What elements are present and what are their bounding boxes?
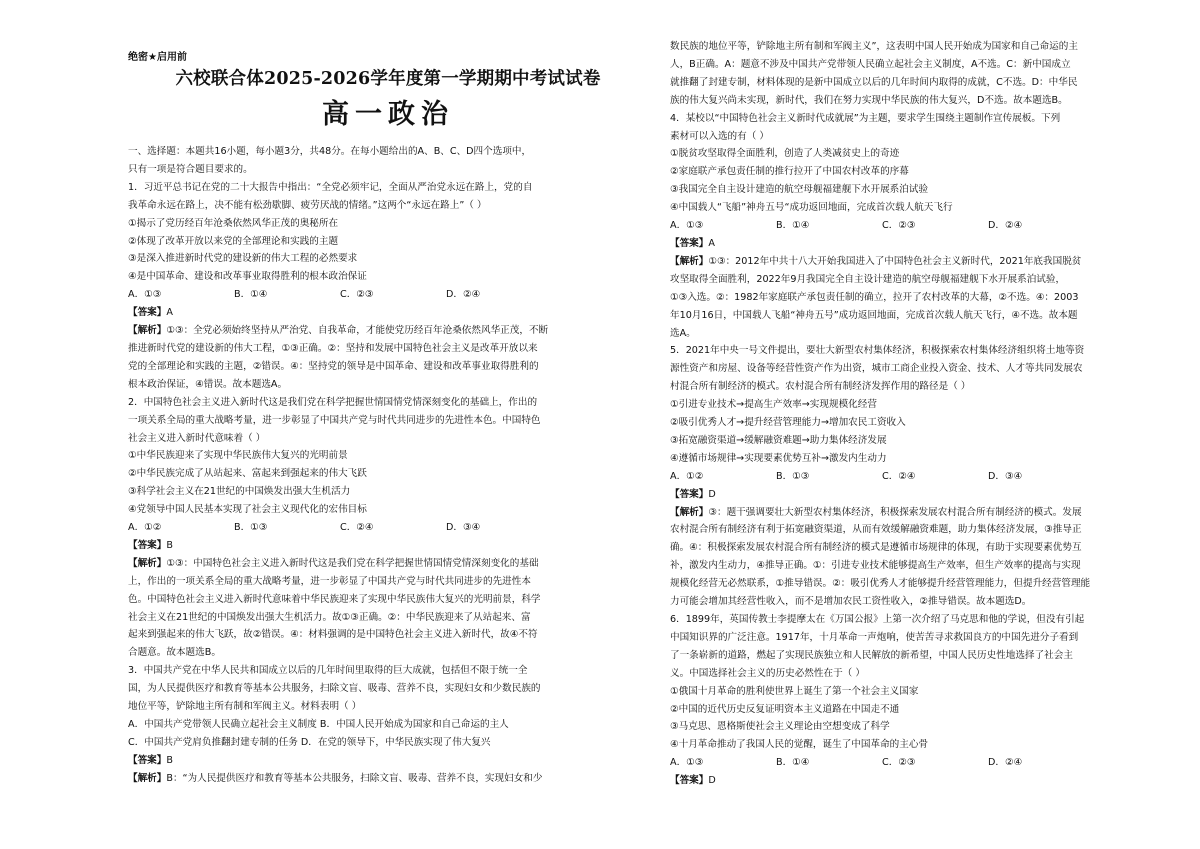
text-line: C．中国共产党肩负推翻封建专制的任务 D．在党的领导下，中华民族实现了伟大复兴 <box>128 736 491 748</box>
text-line: ②中国的近代历史反复证明资本主义道路在中国走不通 <box>670 703 900 715</box>
text-line: 补，激发内生动力，④推导正确。①：引进专业技术能够提高生产效率，但生产效率的提高与实现 <box>670 560 1081 572</box>
answer-option: D．②④ <box>988 220 1023 232</box>
text-line: 族的伟大复兴尚未实现，新时代，我们在努力实现中华民族的伟大复兴，D不选。故本题选B。 <box>670 94 1068 106</box>
secret-label: 绝密★启用前 <box>128 52 187 63</box>
answer-option: D．②④ <box>446 289 481 301</box>
subject-title: 高一政治 <box>322 99 454 130</box>
section-tag: 【答案】 <box>670 488 709 500</box>
text-line: 一项关系全局的重大战略考量，进一步彰显了中国共产党与时代共同进步的先进性本色。中国特色 <box>128 414 541 426</box>
answer-option: A．①② <box>670 470 704 482</box>
text-line: ③马克思、恩格斯使社会主义理论由空想变成了科学 <box>670 721 890 733</box>
text-line: 色。中国特色社会主义进入新时代意味着中华民族迎来了实现中华民族伟大复兴的光明前景，科学 <box>128 593 541 605</box>
text-line: ②中华民族完成了从站起来、富起来到强起来的伟大飞跃 <box>128 468 367 480</box>
answer-line: 【答案】B <box>128 754 173 766</box>
text-line: ③科学社会主义在21世纪的中国焕发出强大生机活力 <box>128 486 351 498</box>
section-tag: 【解析】 <box>670 506 709 518</box>
text-line: 起来到强起来的伟大飞跃，故②错误。④：材料强调的是中国特色社会主义进入新时代，故④不符 <box>128 629 538 641</box>
text-line: ③拓宽融资渠道→缓解融资难题→助力集体经济发展 <box>670 434 887 446</box>
analysis-line: 【解析】B：“为人民提供医疗和教育等基本公共服务，扫除文盲、吸毒、营养不良，实现妇女和少 <box>128 772 543 784</box>
answer-option: D．③④ <box>988 470 1023 482</box>
text-line: 社会主义进入新时代意味着（ ） <box>128 432 266 444</box>
right-column <box>670 38 1190 790</box>
section-tag: 【解析】 <box>128 325 167 337</box>
text-line: 村混合所有制经济的模式。农村混合所有制经济发挥作用的路径是（ ） <box>670 381 971 393</box>
text-line: 5．2021年中央一号文件提出，要壮大新型农村集体经济，积极探索农村集体经济组织将土地等资 <box>670 345 1085 357</box>
text-line: A．中国共产党带领人民确立起社会主义制度 B．中国人民开始成为国家和自己命运的主人 <box>128 719 509 730</box>
answer-line: 【答案】B <box>128 539 173 551</box>
analysis-line: 【解析】①③：中国特色社会主义进入新时代这是我们党在科学把握世情国情党情深刻变化的基础 <box>128 557 539 569</box>
answer-option: C．②③ <box>882 757 916 769</box>
text-line: ④是中国革命、建设和改革事业取得胜利的根本政治保证 <box>128 271 367 283</box>
text-line: ④中国载人“飞船”神舟五号“成功返回地面，完成首次载人航天飞行 <box>670 202 953 214</box>
answer-options <box>670 468 1190 486</box>
answer-option: A．①③ <box>128 289 162 301</box>
section-tag: 【解析】 <box>128 772 167 784</box>
text-line: 攻坚取得全面胜利，2022年9月我国完全自主设计建造的航空母舰福建舰下水开展系泊试验， <box>670 273 1066 285</box>
text-line: 规模化经营无必然联系，①推导错误。②：吸引优秀人才能够提升经营管理能力，但提升经营管理能 <box>670 578 1091 590</box>
answer-line: 【答案】D <box>670 488 716 500</box>
text-line: 3．中国共产党在中华人民共和国成立以后的几年时间里取得的巨大成就，包括但不限于统一全 <box>128 665 528 677</box>
answer-option: B．①④ <box>776 220 810 232</box>
text-line: 只有一项是符合题目要求的。 <box>128 163 253 175</box>
text-line: ①脱贫攻坚取得全面胜利，创造了人类减贫史上的奇迹 <box>670 148 900 160</box>
text-line: ①中华民族迎来了实现中华民族伟大复兴的光明前景 <box>128 450 348 462</box>
section-tag: 【解析】 <box>670 255 709 267</box>
text-line: 我革命永远在路上，决不能有松劲歇脚、疲劳厌战的情绪。”这两个“永远在路上”（ ） <box>128 199 487 211</box>
text-line: 中国知识界的广泛注意。1917年，十月革命一声炮响，使苦苦寻求救国良方的中国先进分子看到 <box>670 631 1079 643</box>
answer-option: B．①③ <box>234 522 268 534</box>
answer-option: A．①③ <box>670 757 704 769</box>
text-line: 党的全部理论和实践的主题，②错误。④：坚持党的领导是中国革命、建设和改革事业取得胜利的 <box>128 360 539 372</box>
answer-options <box>670 754 1190 772</box>
answer-option: D．③④ <box>446 522 481 534</box>
answer-option: C．②④ <box>340 522 374 534</box>
analysis-line: 【解析】①③：2012年中共十八大开始我国进入了中国特色社会主义新时代，2021年底我国脱贫 <box>670 255 1082 267</box>
text-line: 2．中国特色社会主义进入新时代这是我们党在科学把握世情国情党情深刻变化的基础上，作出的 <box>128 396 538 408</box>
answer-line: 【答案】A <box>670 237 715 249</box>
text-line: 义。中国选择社会主义的历史必然性在于（ ） <box>670 667 865 679</box>
text-line: 数民族的地位平等，铲除地主所有制和军阀主义”，这表明中国人民开始成为国家和自己命运的主 <box>670 41 1078 52</box>
text-line: 国，为人民提供医疗和教育等基本公共服务，扫除文盲、吸毒、营养不良，实现妇女和少数民族的 <box>128 683 541 695</box>
text-line: 人，B正确。A：题意不涉及中国共产党带领人民确立起社会主义制度，A不选。C：新中国成立 <box>670 58 1071 70</box>
answer-options <box>128 519 648 537</box>
left-column-text <box>128 143 648 788</box>
section-tag: 【答案】 <box>670 237 709 249</box>
text-line: ①俄国十月革命的胜利使世界上诞生了第一个社会主义国家 <box>670 685 919 697</box>
text-line: 了一条崭新的道路，燃起了实现民族独立和人民解放的新希望，中国人民历史性地选择了社会主 <box>670 649 1073 661</box>
section-tag: 【解析】 <box>128 557 167 569</box>
answer-option: B．①④ <box>234 289 268 301</box>
answer-line: 【答案】D <box>670 775 716 787</box>
text-line: 社会主义在21世纪的中国焕发出强大生机活力。故①③正确。②：中华民族迎来了从站起来、富 <box>128 611 531 623</box>
text-line: 根本政治保证，④错误。故本题选A。 <box>128 378 288 390</box>
exam-title: 六校联合体2025-2026学年度第一学期期中考试试卷 <box>175 69 601 89</box>
text-line: ①揭示了党历经百年沧桑依然风华正茂的奥秘所在 <box>128 217 339 229</box>
answer-option: B．①④ <box>776 757 810 769</box>
analysis-line: 【解析】①③：全党必须始终坚持从严治党、自我革命，才能使党历经百年沧桑依然风华正茂，不断 <box>128 325 549 337</box>
text-line: ④党领导中国人民基本实现了社会主义现代化的宏伟目标 <box>128 504 367 516</box>
text-line: ④遵循市场规律→实现要素优势互补→激发内生动力 <box>670 452 887 464</box>
text-line: 地位平等，铲除地主所有制和军阀主义。材料表明（ ） <box>128 701 362 713</box>
text-line: ④十月革命推动了我国人民的觉醒，诞生了中国革命的主心骨 <box>670 739 929 751</box>
text-line: ③我国完全自主设计建造的航空母舰福建舰下水开展系泊试验 <box>670 184 929 196</box>
text-line: 就推翻了封建专制，材料体现的是新中国成立以后的几年时间内取得的成就，C不选。D：中华民 <box>670 76 1078 88</box>
left-column <box>128 0 648 788</box>
text-line: ②体现了改革开放以来党的全部理论和实践的主题 <box>128 235 339 247</box>
text-line: ①引进专业技术→提高生产效率→实现规模化经营 <box>670 399 877 411</box>
text-line: 确。④：积极探索发展农村混合所有制经济的模式是遵循市场规律的体现，有助于实现要素优势互 <box>670 542 1082 554</box>
text-line: 选A。 <box>670 327 696 339</box>
answer-option: C．②③ <box>340 289 374 301</box>
text-line: 合题意。故本题选B。 <box>128 647 221 659</box>
text-line: 6．1899年，英国传教士李提摩太在《万国公报》上第一次介绍了马克思和他的学说，但没有引起 <box>670 614 1085 625</box>
answer-option: A．①③ <box>670 220 704 232</box>
answer-options <box>670 217 1190 235</box>
answer-option: D．②④ <box>988 757 1023 769</box>
answer-options <box>128 286 648 304</box>
text-line: 素材可以入选的有（ ） <box>670 130 769 142</box>
section-tag: 【答案】 <box>128 754 167 766</box>
right-column-text <box>670 38 1190 790</box>
answer-option: C．②③ <box>882 220 916 232</box>
text-line: 推进新时代党的建设新的伟大工程，①③正确。②：坚持和发展中国特色社会主义是改革开放以来 <box>128 342 538 354</box>
answer-line: 【答案】A <box>128 307 173 319</box>
text-line: 农村混合所有制经济有利于拓宽融资渠道，从而有效缓解融资难题，助力集体经济发展，③推导正 <box>670 524 1082 536</box>
text-line: ③是深入推进新时代党的建设新的伟大工程的必然要求 <box>128 253 358 265</box>
text-line: ②吸引优秀人才→提升经营管理能力→增加农民工资收入 <box>670 417 906 429</box>
text-line: 上，作出的一项关系全局的重大战略考量，进一步彰显了中国共产党与时代共同进步的先进性本 <box>128 575 531 587</box>
text-line: ①③入选。②：1982年家庭联产承包责任制的确立，拉开了农村改革的大幕，②不选。④：2003 <box>670 291 1079 303</box>
text-line: 1．习近平总书记在党的二十大报告中指出：“全党必须牢记，全面从严治党永远在路上，党的自 <box>128 181 533 193</box>
text-line: 年10月16日，中国载人飞船“神舟五号”成功返回地面，完成首次载人航天飞行，④不选。故本题 <box>670 309 1078 321</box>
text-line: 源性资产和房屋、设备等经营性资产作为出资，城市工商企业投入资金、技术、人才等共同发展农 <box>670 363 1083 375</box>
text-line: 4．某校以“中国特色社会主义新时代成就展”为主题，要求学生围绕主题制作宣传展板。下列 <box>670 112 1061 124</box>
text-line: ②家庭联产承包责任制的推行拉开了中国农村改革的序幕 <box>670 166 909 178</box>
analysis-line: 【解析】③：题干强调要壮大新型农村集体经济，积极探索发展农村混合所有制经济的模式。发展 <box>670 506 1082 518</box>
answer-option: A．①② <box>128 522 162 534</box>
answer-option: B．①③ <box>776 470 810 482</box>
text-line: 力可能会增加其经营性收入，而不是增加农民工资性收入，②推导错误。故本题选D。 <box>670 596 1032 608</box>
section-tag: 【答案】 <box>128 539 167 551</box>
text-line: 一、选择题：本题共16小题，每小题3分，共48分。在每小题给出的A、B、C、D四个选项中， <box>128 146 532 157</box>
section-tag: 【答案】 <box>128 307 167 319</box>
section-tag: 【答案】 <box>670 775 709 787</box>
answer-option: C．②④ <box>882 470 916 482</box>
